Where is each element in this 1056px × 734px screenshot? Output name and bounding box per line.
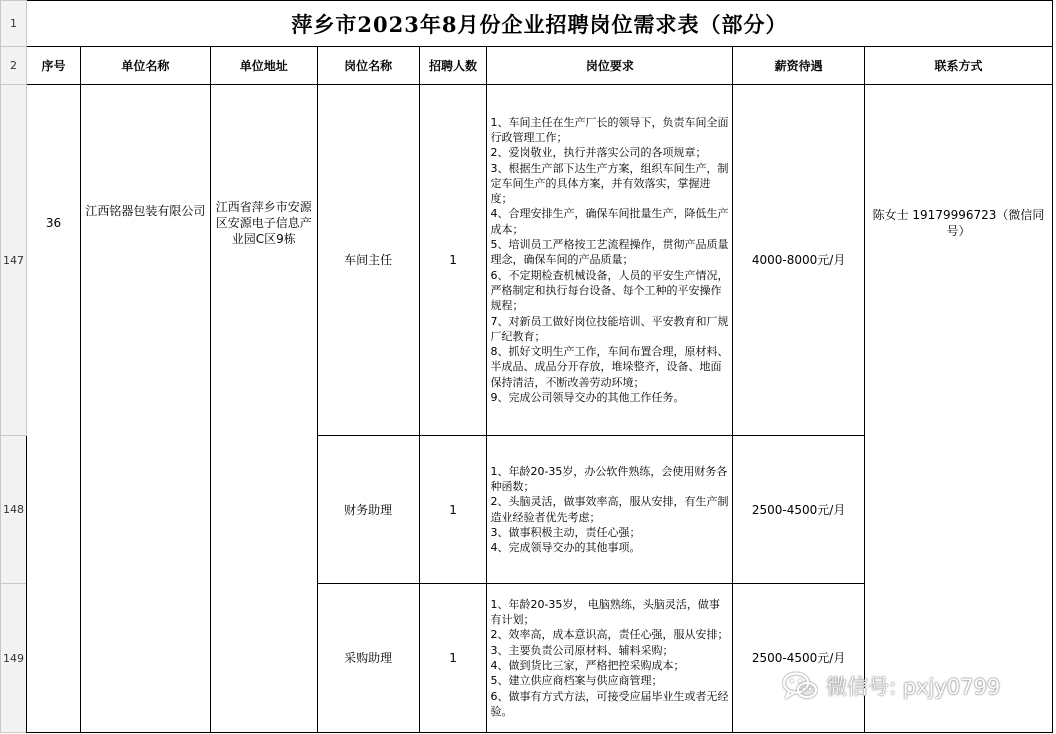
requirement-line: 6、不定期检查机械设备，人员的平安生产情况，严格制定和执行每台设备、每个工种的平安操作规程； xyxy=(490,268,729,313)
wechat-watermark xyxy=(782,668,1000,704)
table-row xyxy=(1,85,1056,436)
requirement-line: 8、抓好文明生产工作，车间布置合理，原材料、半成品、成品分开存放，堆垛整齐，设备、地面保持清洁，不断改善劳动环境； xyxy=(490,345,729,389)
requirements-cell[interactable] xyxy=(487,85,733,436)
table-title: 萍乡市2023年8月份企业招聘岗位需求表（部分） xyxy=(26,1,1052,47)
title-row xyxy=(1,1,1056,47)
count-cell[interactable]: 1 xyxy=(419,584,487,733)
watermark-text: 微信号: pxjy0799 xyxy=(826,675,1001,699)
requirement-line: 3、根据生产部下达生产方案，组织车间生产，制定车间生产的具体方案，并有效落实，掌握进度； xyxy=(490,161,729,206)
requirement-line: 2、效率高，成本意识高，责任心强，服从安排； xyxy=(490,628,729,642)
salary-cell[interactable]: 4000-8000元/月 xyxy=(733,85,865,436)
row-number[interactable]: 148 xyxy=(1,436,27,584)
header-company[interactable]: 单位名称 xyxy=(80,47,210,85)
requirement-line: 2、爱岗敬业，执行并落实公司的各项规章； xyxy=(490,146,707,160)
wechat-icon xyxy=(782,671,818,701)
position-cell[interactable]: 财务助理 xyxy=(317,436,419,584)
header-seq[interactable]: 序号 xyxy=(26,47,80,85)
salary-cell[interactable]: 2500-4500元/月 xyxy=(733,584,865,733)
address-cell[interactable] xyxy=(210,85,317,733)
count-cell[interactable]: 1 xyxy=(419,85,487,436)
requirement-line: 4、完成领导交办的其他事项。 xyxy=(490,541,641,555)
requirement-line: 1、年龄20-35岁， 电脑熟练，头脑灵活，做事有计划； xyxy=(490,597,720,627)
header-salary[interactable]: 薪资待遇 xyxy=(733,47,865,85)
company-address: 江西省萍乡市安源区安源电子信息产业园C区9栋 xyxy=(215,200,312,246)
requirement-line: 4、做到货比三家，严格把控采购成本； xyxy=(490,659,685,672)
requirement-line: 5、培训员工严格按工艺流程操作，贯彻产品质量理念，确保车间的产品质量； xyxy=(490,238,729,267)
requirements-cell[interactable] xyxy=(487,584,733,733)
requirement-line: 7、对新员工做好岗位技能培训、平安教育和厂规厂纪教育； xyxy=(490,314,729,343)
header-requirements[interactable]: 岗位要求 xyxy=(487,47,733,85)
position-cell[interactable]: 采购助理 xyxy=(317,584,419,733)
row-number[interactable]: 149 xyxy=(1,584,27,733)
header-contact[interactable]: 联系方式 xyxy=(865,47,1053,85)
row-number[interactable]: 1 xyxy=(1,1,27,47)
requirement-line: 3、主要负责公司原材料、辅料采购； xyxy=(490,643,674,657)
contact-cell[interactable] xyxy=(865,85,1053,733)
seq-value: 36 xyxy=(45,216,62,230)
requirements-cell[interactable] xyxy=(487,436,733,584)
requirement-line: 3、做事积极主动，责任心强； xyxy=(490,525,641,539)
requirement-line: 6、做事有方式方法，可接受应届毕业生或者无经验。 xyxy=(490,689,729,718)
requirement-line: 4、合理安排生产，确保车间批量生产，降低生产成本； xyxy=(490,207,729,236)
salary-cell[interactable]: 2500-4500元/月 xyxy=(733,436,865,584)
header-row xyxy=(1,47,1056,85)
seq-cell[interactable] xyxy=(26,85,80,733)
requirement-line: 1、车间主任在生产厂长的领导下，负责车间全面行政管理工作； xyxy=(490,115,729,144)
contact-info: 陈女士 19179996723（微信同号） xyxy=(872,208,1045,238)
requirement-line: 5、建立供应商档案与供应商管理； xyxy=(490,674,663,688)
header-count[interactable]: 招聘人数 xyxy=(419,47,487,85)
requirement-line: 2、头脑灵活，做事效率高，服从安排，有生产制造业经验者优先考虑； xyxy=(490,495,729,524)
requirement-line: 9、完成公司领导交办的其他工作任务。 xyxy=(490,391,685,405)
requirement-line: 1、年龄20-35岁，办公软件熟练，会使用财务各种函数； xyxy=(490,464,728,493)
row-number[interactable]: 2 xyxy=(1,47,27,85)
company-cell[interactable] xyxy=(80,85,210,733)
count-cell[interactable]: 1 xyxy=(419,436,487,584)
position-cell[interactable]: 车间主任 xyxy=(317,85,419,436)
company-name: 江西铭器包装有限公司 xyxy=(85,204,206,218)
header-position[interactable]: 岗位名称 xyxy=(317,47,419,85)
header-address[interactable]: 单位地址 xyxy=(210,47,317,85)
row-number[interactable]: 147 xyxy=(1,85,27,436)
